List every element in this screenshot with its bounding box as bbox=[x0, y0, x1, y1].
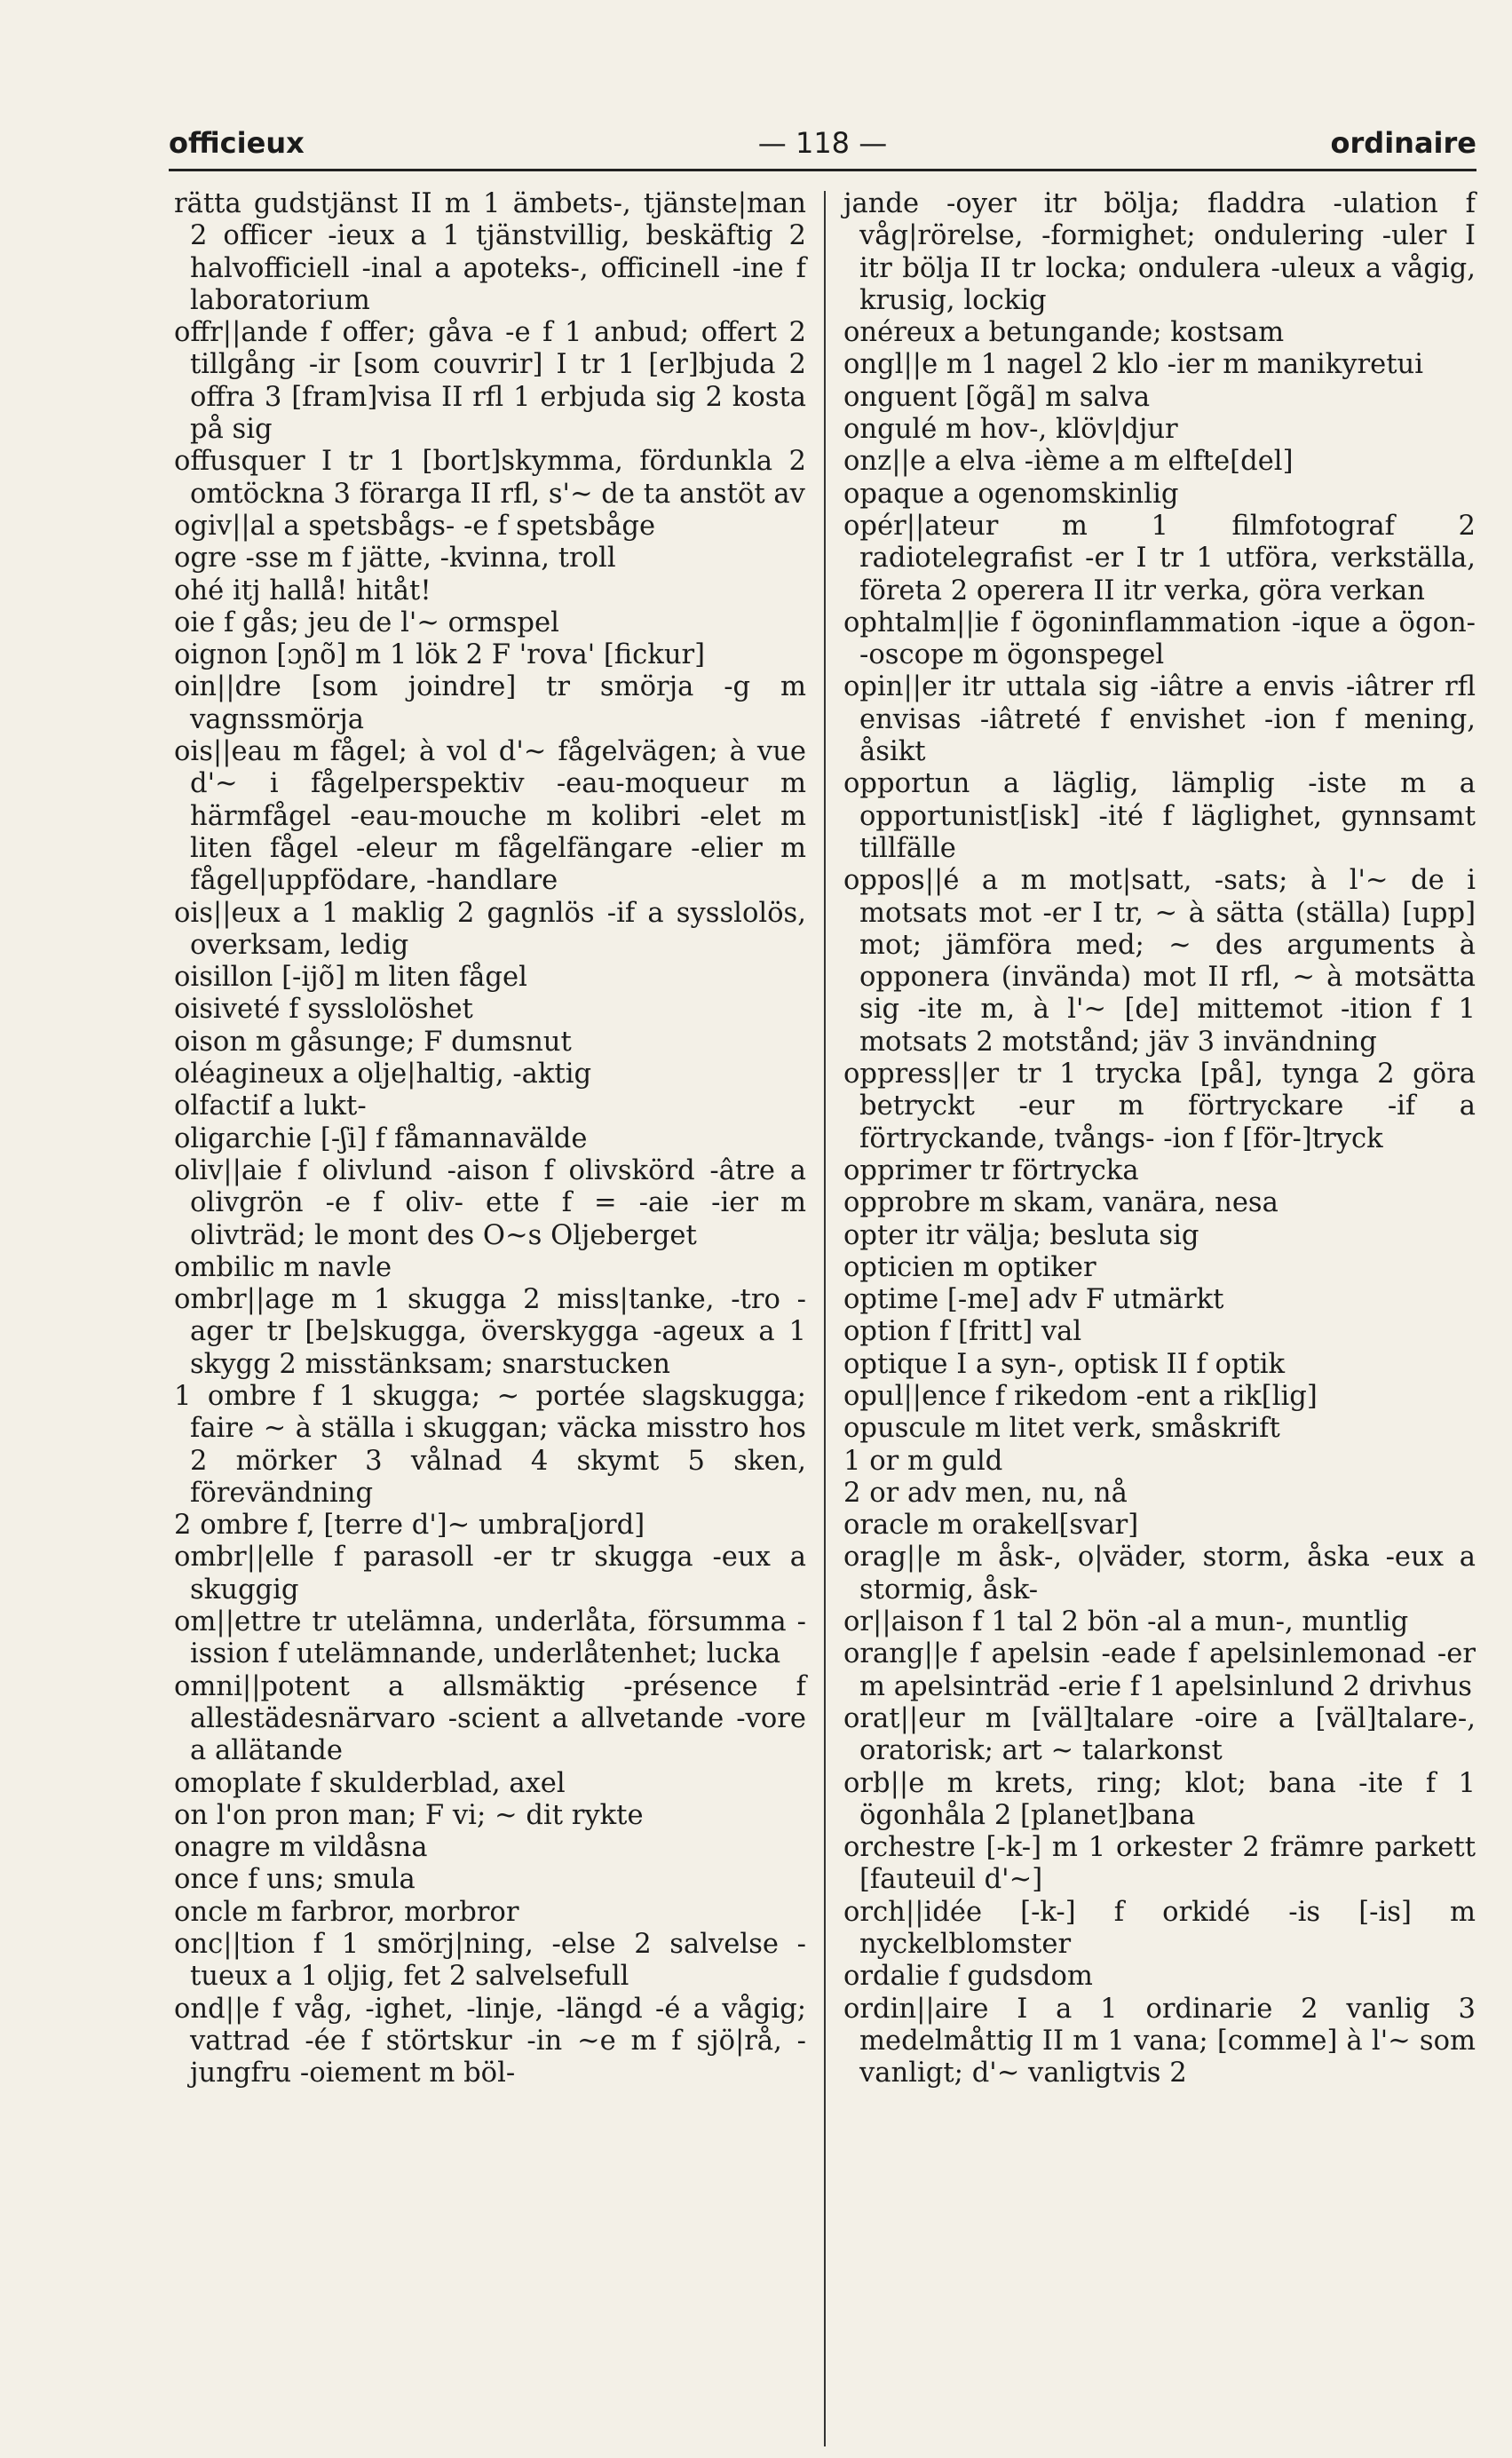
dictionary-entry: oppos||é a m mot|satt, -sats; à l'~ de i motsats mot -er I tr, ~ à sätta (ställa) [upp] mot; jämföra med; ~ des arguments à opponera (invända) mot II rfl, ~ à motsätta sig -ite m, à l'~ [de] mittemot -ition f 1 motsats 2 motstånd; jäv 3 invändning bbox=[843, 865, 1476, 1058]
dictionary-entry: on l'on pron man; F vi; ~ dit rykte bbox=[174, 1799, 644, 1831]
dictionary-entry: opprobre m skam, vanära, nesa bbox=[843, 1187, 1278, 1219]
dictionary-entry: oligarchie [-ʃi] f fåmannavälde bbox=[174, 1122, 588, 1154]
dictionary-entry: 1 or m guld bbox=[843, 1445, 1003, 1477]
dictionary-entry: oison m gåsunge; F dumsnut bbox=[174, 1026, 572, 1058]
dictionary-entry: ophtalm||ie f ögoninflammation -ique a ögon- -oscope m ögonspegel bbox=[843, 607, 1476, 671]
dictionary-entry: oisillon [-ijõ] m liten fågel bbox=[174, 962, 527, 994]
dictionary-entry: ombilic m navle bbox=[174, 1251, 392, 1283]
dictionary-entry: optique I a syn-, optisk II f optik bbox=[843, 1348, 1286, 1380]
dictionary-entry: opportun a läglig, lämplig -iste m a opportunist[isk] -ité f läglighet, gynnsamt tillfälle bbox=[843, 768, 1476, 864]
dictionary-entry: once f uns; smula bbox=[174, 1864, 416, 1896]
column-divider bbox=[824, 191, 826, 2446]
dictionary-entry: orch||idée [-k-] f orkidé -is [-is] m nyckelblomster bbox=[843, 1896, 1476, 1961]
dictionary-entry: om||ettre tr utelämna, underlåta, försumma -ission f utelämnande, underlåtenhet; lucka bbox=[174, 1606, 806, 1670]
dictionary-entry: 2 or adv men, nu, nå bbox=[843, 1477, 1128, 1509]
header-right-guideword: ordinaire bbox=[1330, 126, 1476, 160]
dictionary-entry: ongl||e m 1 nagel 2 klo -ier m manikyretui bbox=[843, 349, 1424, 381]
dictionary-entry: oléagineux a olje|haltig, -aktig bbox=[174, 1059, 592, 1090]
dictionary-entry: oppress||er tr 1 trycka [på], tynga 2 göra betryckt -eur m förtryckare -if a förtryckande, tvångs- -ion f [för-]tryck bbox=[843, 1059, 1476, 1154]
dictionary-entry: orag||e m åsk-, o|väder, storm, åska -eux a stormig, åsk- bbox=[843, 1542, 1476, 1606]
dictionary-entry: oie f gås; jeu de l'~ ormspel bbox=[174, 607, 559, 638]
dictionary-entry: oisiveté f sysslolöshet bbox=[174, 994, 473, 1026]
dictionary-entry: ombr||elle f parasoll -er tr skugga -eux a skuggig bbox=[174, 1542, 806, 1606]
dictionary-entry: opprimer tr förtrycka bbox=[843, 1154, 1139, 1186]
dictionary-entry: onc||tion f 1 smörj|ning, -else 2 salvelse -tueux a 1 oljig, fet 2 salvelsefull bbox=[174, 1929, 806, 1993]
dictionary-entry: opter itr välja; besluta sig bbox=[843, 1219, 1199, 1251]
dictionary-entry: ordin||aire I a 1 ordinarie 2 vanlig 3 medelmåttig II m 1 vana; [comme] à l'~ som vanligt; d'~ vanligtvis 2 bbox=[843, 1993, 1476, 2089]
dictionary-entry: ois||eux a 1 maklig 2 gagnlös -if a sysslolös, overksam, ledig bbox=[174, 897, 806, 961]
page-number: — 118 — bbox=[757, 126, 888, 160]
dictionary-entry: orat||eur m [väl]talare -oire a [väl]talare-, oratorisk; art ~ talarkonst bbox=[843, 1702, 1476, 1767]
dictionary-entry: oin||dre [som joindre] tr smörja -g m vagnssmörja bbox=[174, 671, 806, 735]
dictionary-entry: omni||potent a allsmäktig -présence f allestädesnärvaro -scient a allvetande -vore a allätande bbox=[174, 1670, 806, 1767]
header-left-guideword: officieux bbox=[169, 126, 305, 160]
dictionary-entry: rätta gudstjänst II m 1 ämbets-, tjänste|man 2 officer -ieux a 1 tjänstvillig, beskäftig 2 halvofficiell -inal a apoteks-, officinell -ine f laboratorium bbox=[174, 188, 806, 316]
dictionary-entry: option f [fritt] val bbox=[843, 1316, 1082, 1348]
dictionary-entry: olfactif a lukt- bbox=[174, 1090, 367, 1122]
dictionary-entry: onagre m vildåsna bbox=[174, 1832, 428, 1864]
dictionary-entry: or||aison f 1 tal 2 bön -al a mun-, muntlig bbox=[843, 1606, 1409, 1638]
dictionary-entry: offr||ande f offer; gåva -e f 1 anbud; offert 2 tillgång -ir [som couvrir] I tr 1 [er]bjuda 2 offra 3 [fram]visa II rfl 1 erbjuda sig 2 kosta på sig bbox=[174, 317, 806, 446]
dictionary-entry: ogre -sse m f jätte, -kvinna, troll bbox=[174, 543, 616, 575]
dictionary-entry: optime [-me] adv F utmärkt bbox=[843, 1284, 1224, 1316]
right-column bbox=[843, 188, 1476, 2090]
dictionary-entry: oignon [ɔɲõ] m 1 lök 2 F 'rova' [fickur] bbox=[174, 639, 706, 671]
page-header bbox=[169, 117, 1476, 170]
dictionary-entry: offusquer I tr 1 [bort]skymma, fördunkla 2 omtöckna 3 förarga II rfl, s'~ de ta anstöt av bbox=[174, 446, 806, 510]
dictionary-entry: ombr||age m 1 skugga 2 miss|tanke, -tro -ager tr [be]skugga, överskygga -ageux a 1 skygg 2 misstänksam; snarstucken bbox=[174, 1284, 806, 1380]
dictionary-entry: onguent [õgã] m salva bbox=[843, 381, 1151, 413]
dictionary-entry: onéreux a betungande; kostsam bbox=[843, 317, 1285, 349]
dictionary-entry: 1 ombre f 1 skugga; ~ portée slagskugga; faire ~ à ställa i skuggan; väcka misstro hos 2 mörker 3 vålnad 4 skymt 5 sken, förevändning bbox=[174, 1380, 806, 1509]
dictionary-entry: opér||ateur m 1 filmfotograf 2 radiotelegrafist -er I tr 1 utföra, verkställa, företa 2 operera II itr verka, göra verkan bbox=[843, 510, 1476, 607]
dictionary-entry: ogiv||al a spetsbågs- -e f spetsbåge bbox=[174, 510, 656, 542]
dictionary-entry: jande -oyer itr bölja; fladdra -ulation f våg|rörelse, -formighet; ondulering -uler I itr bölja II tr locka; ondulera -uleux a vågig, krusig, lockig bbox=[843, 188, 1476, 316]
dictionary-entry: ond||e f våg, -ighet, -linje, -längd -é a vågig; vattrad -ée f störtskur -in ~e m f sjö|rå, -jungfru -oiement m böl- bbox=[174, 1993, 806, 2089]
dictionary-entry: opticien m optiker bbox=[843, 1251, 1096, 1283]
dictionary-entry: ois||eau m fågel; à vol d'~ fågelvägen; à vue d'~ i fågelperspektiv -eau-moqueur m härmfågel -eau-mouche m kolibri -elet m liten fågel -eleur m fågelfängare -elier m fågel|uppfödare, -handlare bbox=[174, 736, 806, 897]
dictionary-entry: ordalie f gudsdom bbox=[843, 1961, 1093, 1993]
dictionary-entry: oracle m orakel[svar] bbox=[843, 1510, 1139, 1542]
left-column bbox=[174, 188, 806, 2090]
dictionary-entry: oliv||aie f olivlund -aison f olivskörd -âtre a olivgrön -e f oliv- ette f = -aie -ier m olivträd; le mont des O~s Oljeberget bbox=[174, 1154, 806, 1251]
dictionary-entry: opaque a ogenomskinlig bbox=[843, 478, 1179, 510]
dictionary-entry: onz||e a elva -ième a m elfte[del] bbox=[843, 446, 1294, 478]
dictionary-entry: orang||e f apelsin -eade f apelsinlemonad -er m apelsinträd -erie f 1 apelsinlund 2 drivhus bbox=[843, 1638, 1476, 1702]
dictionary-entry: ohé itj hallå! hitåt! bbox=[174, 575, 431, 607]
dictionary-entry: opul||ence f rikedom -ent a rik[lig] bbox=[843, 1380, 1318, 1412]
dictionary-entry: orb||e m krets, ring; klot; bana -ite f 1 ögonhåla 2 [planet]bana bbox=[843, 1767, 1476, 1831]
dictionary-entry: omoplate f skulderblad, axel bbox=[174, 1767, 566, 1799]
dictionary-entry: ongulé m hov-, klöv|djur bbox=[843, 414, 1178, 446]
dictionary-entry: oncle m farbror, morbror bbox=[174, 1896, 519, 1928]
dictionary-entry: opuscule m litet verk, småskrift bbox=[843, 1413, 1280, 1445]
dictionary-entry: orchestre [-k-] m 1 orkester 2 främre parkett [fauteuil d'~] bbox=[843, 1832, 1476, 1896]
dictionary-entry: 2 ombre f, [terre d']~ umbra[jord] bbox=[174, 1510, 645, 1542]
header-rule bbox=[169, 169, 1476, 171]
dictionary-entry: opin||er itr uttala sig -iâtre a envis -iâtrer rfl envisas -iâtreté f envishet -ion f mening, åsikt bbox=[843, 671, 1476, 768]
